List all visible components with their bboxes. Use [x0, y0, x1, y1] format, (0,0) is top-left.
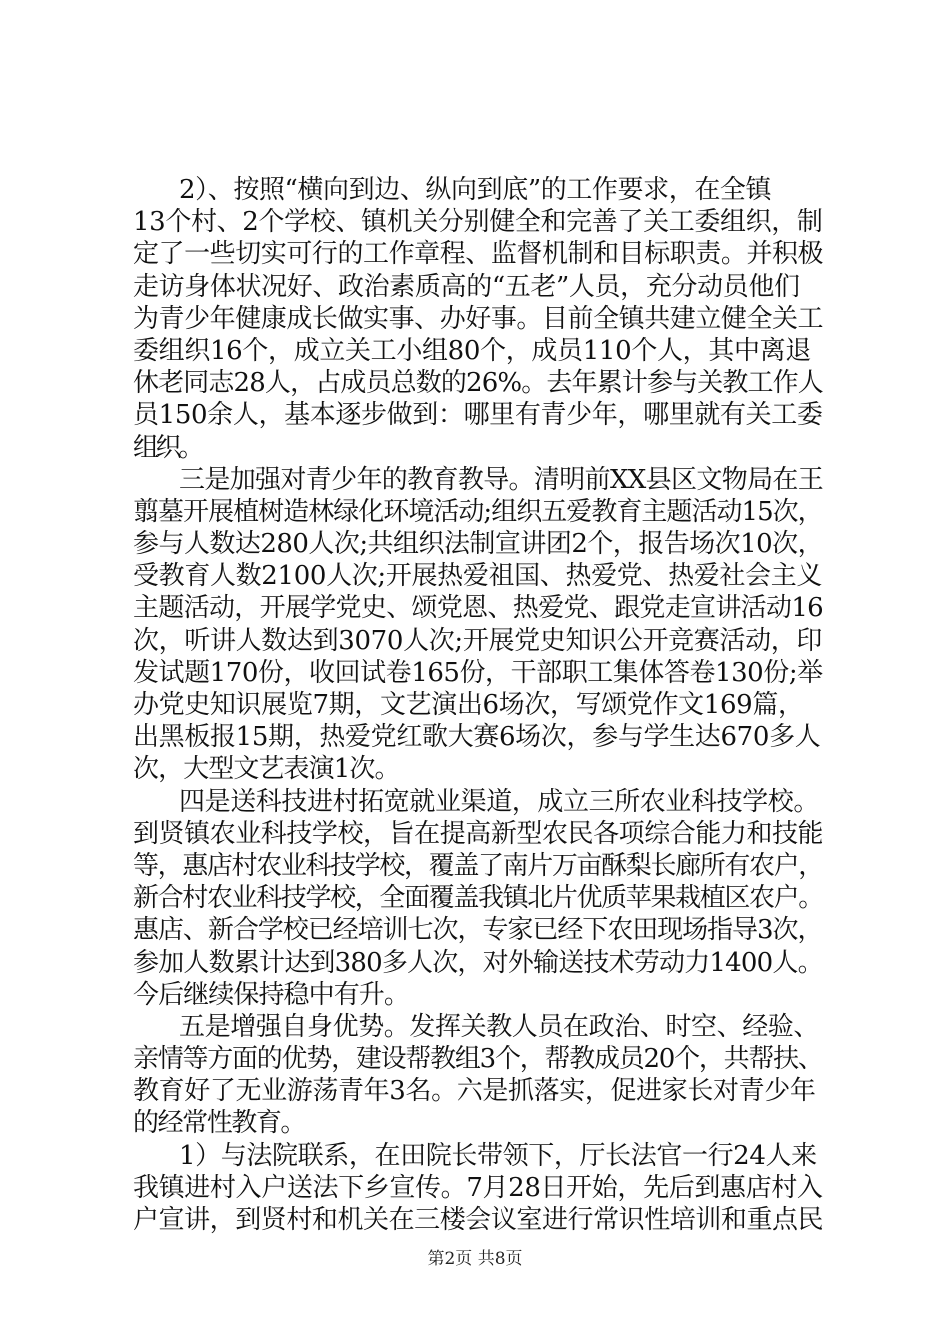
text-line: 的经常性教育。: [133, 1108, 305, 1139]
text-line: 五是增强自身优势。发挥关教人员在政治、时空、经验、: [179, 1011, 820, 1042]
text-line: 参与人数达280人次;共组织法制宣讲团2个，报告场次10次，: [133, 529, 824, 560]
document-body: [133, 174, 833, 1236]
text-line: 主题活动，开展学党史、颂党恩、热爱党、跟党走宣讲活动16: [133, 593, 824, 624]
text-line: 翦墓开展植树造林绿化环境活动;组织五爱教育主题活动15次，: [133, 496, 823, 527]
text-line: 休老同志28人，占成员总数的26%。去年累计参与关教工作人: [133, 368, 823, 399]
text-line: 员150余人，基本逐步做到：哪里有青少年，哪里就有关工委: [133, 400, 823, 431]
text-line: 2）、按照“横向到边、纵向到底”的工作要求，在全镇: [179, 175, 772, 205]
text-line: 办党史知识展览7期，文艺演出6场次，写颂党作文169篇，: [133, 690, 804, 720]
text-line: 委组织16个，成立关工小组80个，成员110个人，其中离退: [133, 335, 811, 366]
text-line: 我镇进村入户送法下乡宣传。7月28日开始，先后到惠店村入: [133, 1172, 823, 1203]
text-line: 次，听讲人数达到3070人次;开展党史知识公开竞赛活动，印: [133, 625, 823, 656]
text-line: 受教育人数2100人次;开展热爱祖国、热爱党、热爱社会主义: [133, 561, 823, 592]
text-line: 亲情等方面的优势，建设帮教组3个，帮教成员20个，共帮扶、: [133, 1044, 823, 1075]
text-line: 组织。: [133, 432, 202, 463]
text-line: 走访身体状况好、政治素质高的“五老”人员，充分动员他们: [133, 271, 800, 302]
text-line: 次，大型文艺表演1次。: [133, 754, 400, 785]
text-line: 户宣讲，到贤村和机关在三楼会议室进行常识性培训和重点民: [133, 1205, 824, 1235]
text-line: 1）与法院联系，在田院长带领下，厅长法官一行24人来: [179, 1140, 817, 1171]
text-line: 13个村、2个学校、镇机关分别健全和完善了关工委组织，制: [133, 207, 823, 238]
text-line: 新合村农业科技学校，全面覆盖我镇北片优质苹果栽植区农户。: [133, 883, 823, 914]
text-line: 三是加强对青少年的教育教导。清明前XX县区文物局在王: [179, 464, 824, 495]
text-line: 惠店、新合学校已经培训七次，专家已经下农田现场指导3次，: [133, 915, 823, 946]
text-line: 出黑板报15期，热爱党红歌大赛6场次，参与学生达670多人: [133, 722, 821, 753]
text-line: 今后继续保持稳中有升。: [133, 979, 409, 1010]
page-footer: 第2页 共8页: [427, 1249, 523, 1269]
text-line: 为青少年健康成长做实事、办好事。目前全镇共建立健全关工: [133, 303, 824, 334]
text-line: 等，惠店村农业科技学校，覆盖了南片万亩酥梨长廊所有农户，: [133, 850, 823, 881]
text-line: 四是送科技进村拓宽就业渠道，成立三所农业科技学校。: [179, 786, 820, 817]
text-line: 定了一些切实可行的工作章程、监督机制和目标职责。并积极: [133, 239, 824, 270]
text-line: 到贤镇农业科技学校，旨在提高新型农民各项综合能力和技能: [133, 818, 824, 849]
text-line: 参加人数累计达到380多人次，对外输送技术劳动力1400人。: [133, 947, 823, 978]
text-line: 教育好了无业游荡青年3名。六是抓落实，促进家长对青少年: [133, 1076, 816, 1107]
text-line: 发试题170份，收回试卷165份，干部职工集体答卷130份;举: [133, 657, 823, 688]
